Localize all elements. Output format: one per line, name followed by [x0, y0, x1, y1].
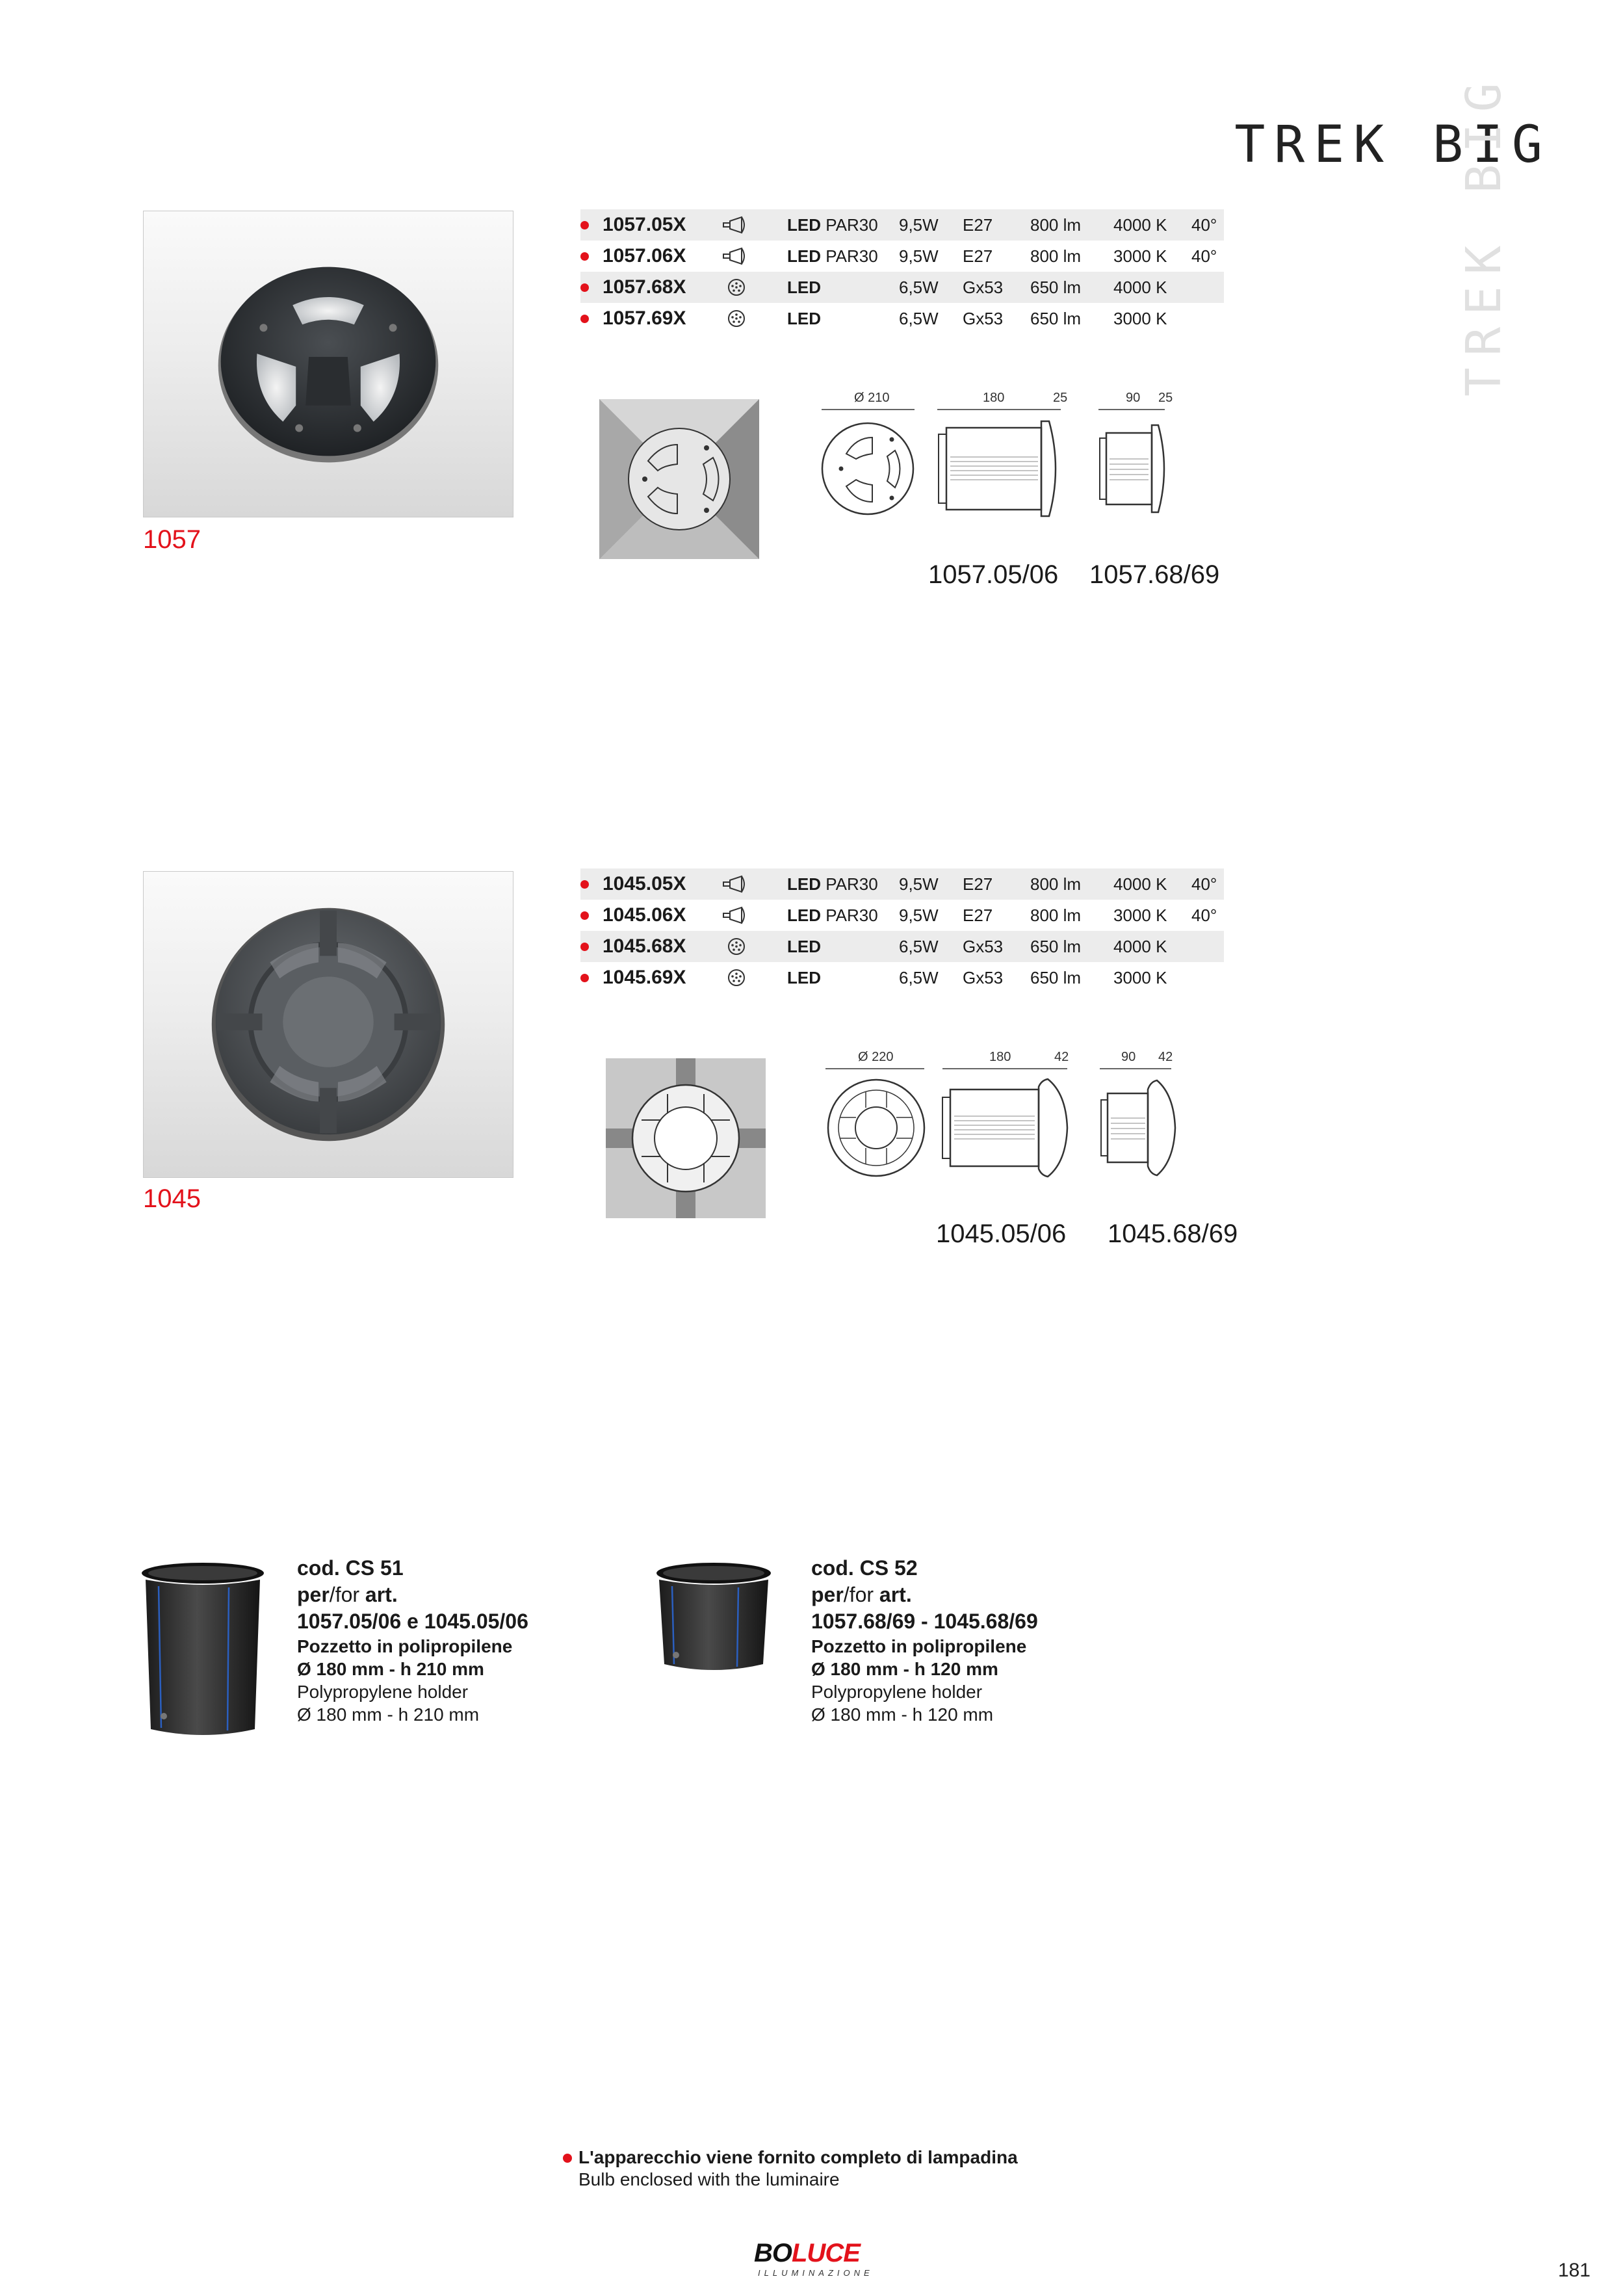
bullet-dot [580, 880, 589, 889]
dimension-length: 180 [989, 1050, 1011, 1064]
holder-articles: 1057.68/69 - 1045.68/69 [811, 1610, 1038, 1633]
bullet-dot [580, 283, 589, 292]
spec-row [580, 209, 1224, 241]
product-1045-image [144, 872, 513, 1177]
product-photo-1057 [143, 211, 513, 517]
dimension-length: 180 [983, 391, 1005, 405]
series-vertical-watermark: TREK BIG [1456, 71, 1512, 397]
beam-angle: 40° [1191, 246, 1217, 266]
color-temperature: 4000 K [1113, 215, 1167, 235]
dimension-length-short: 90 [1121, 1050, 1136, 1064]
spec-row [580, 900, 1224, 931]
holder-code: cod. CS 51 [297, 1556, 404, 1580]
color-temperature: 3000 K [1113, 968, 1167, 987]
dimension-flange-short: 25 [1158, 391, 1173, 405]
dimension-length-short: 90 [1126, 391, 1141, 405]
bullet-dot [563, 2154, 572, 2163]
holder-cs52-image [653, 1560, 775, 1677]
spec-row [580, 272, 1224, 303]
article-code: 1045.06X [603, 904, 686, 926]
spec-row [580, 962, 1224, 993]
wattage: 6,5W [899, 278, 939, 297]
par30-reflector-icon [722, 215, 751, 235]
light-source: LED PAR30 [787, 215, 878, 235]
product-1057-image [144, 211, 513, 517]
color-temperature: 3000 K [1113, 906, 1167, 925]
drawing-caption-1057-b: 1057.68/69 [1089, 560, 1220, 589]
lumen: 650 lm [1030, 309, 1082, 328]
socket: Gx53 [963, 278, 1004, 297]
holder-size-en: Ø 180 mm - h 210 mm [297, 1704, 480, 1725]
holder-code: cod. CS 52 [811, 1556, 918, 1580]
beam-diagram-1057 [599, 399, 759, 559]
holder-cs51-image [138, 1560, 268, 1742]
spec-row [580, 868, 1224, 900]
led-module-icon [722, 278, 751, 297]
led-module-icon [722, 937, 751, 956]
drawing-caption-1045-a: 1045.05/06 [936, 1220, 1067, 1248]
bullet-dot [580, 221, 589, 229]
wattage: 9,5W [899, 246, 939, 266]
spec-row [580, 303, 1224, 334]
par30-reflector-icon [722, 246, 751, 266]
beam-angle: 40° [1191, 874, 1217, 894]
lumen: 650 lm [1030, 278, 1082, 297]
color-temperature: 4000 K [1113, 874, 1167, 894]
logo-subtitle: ILLUMINAZIONE [758, 2268, 874, 2278]
light-source: LED [787, 968, 821, 987]
page-number: 181 [1557, 2260, 1591, 2281]
socket: E27 [963, 215, 993, 235]
drawing-caption-1057-a: 1057.05/06 [928, 560, 1059, 589]
holder-size-it: Ø 180 mm - h 120 mm [811, 1659, 998, 1679]
bullet-dot [580, 315, 589, 323]
light-source: LED [787, 278, 821, 297]
wattage: 6,5W [899, 309, 939, 328]
article-code: 1057.68X [603, 276, 686, 298]
article-code: 1045.69X [603, 967, 686, 988]
boluce-logo [754, 2239, 874, 2278]
dimension-flange-short: 42 [1158, 1050, 1173, 1064]
socket: E27 [963, 246, 993, 266]
spec-table-1057 [580, 209, 1224, 334]
holder-for-article-label: per/for art. [811, 1583, 912, 1606]
beam-angle: 40° [1191, 906, 1217, 925]
par30-reflector-icon [722, 874, 751, 894]
lumen: 800 lm [1030, 906, 1082, 925]
led-module-icon [722, 309, 751, 328]
series-title: TREK BIG [1234, 116, 1552, 174]
socket: E27 [963, 906, 993, 925]
holder-desc-en: Polypropylene holder [297, 1682, 469, 1702]
wattage: 6,5W [899, 968, 939, 987]
spec-row [580, 931, 1224, 962]
holder-size-it: Ø 180 mm - h 210 mm [297, 1659, 484, 1679]
bullet-dot [580, 252, 589, 261]
lumen: 800 lm [1030, 246, 1082, 266]
lumen: 800 lm [1030, 874, 1082, 894]
technical-drawing-1045 [820, 1041, 1204, 1191]
socket: Gx53 [963, 309, 1004, 328]
light-source: LED [787, 309, 821, 328]
wattage: 9,5W [899, 874, 939, 894]
holder-articles: 1057.05/06 e 1045.05/06 [297, 1610, 528, 1633]
holder-cs51-text [297, 1555, 528, 1726]
beam-angle: 40° [1191, 215, 1217, 235]
light-source: LED PAR30 [787, 906, 878, 925]
dimension-flange: 42 [1054, 1050, 1069, 1064]
color-temperature: 3000 K [1113, 309, 1167, 328]
light-source: LED [787, 937, 821, 956]
lumen: 650 lm [1030, 937, 1082, 956]
lumen: 650 lm [1030, 968, 1082, 987]
par30-reflector-icon [722, 906, 751, 925]
wattage: 9,5W [899, 906, 939, 925]
color-temperature: 4000 K [1113, 937, 1167, 956]
article-code: 1045.68X [603, 935, 686, 957]
light-source: LED PAR30 [787, 874, 878, 894]
beam-diagram-1045 [606, 1058, 766, 1218]
dimension-diameter: Ø 220 [858, 1050, 894, 1064]
color-temperature: 3000 K [1113, 246, 1167, 266]
bullet-dot [580, 974, 589, 982]
technical-drawing-1057 [820, 382, 1184, 532]
spec-table-1045 [580, 868, 1224, 993]
lumen: 800 lm [1030, 215, 1082, 235]
holder-size-en: Ø 180 mm - h 120 mm [811, 1704, 994, 1725]
bulb-included-note [578, 2146, 1018, 2191]
article-code: 1045.05X [603, 873, 686, 894]
product-code-1045: 1045 [143, 1184, 201, 1213]
socket: Gx53 [963, 968, 1004, 987]
holder-desc-it: Pozzetto in polipropilene [811, 1636, 1027, 1656]
holder-for-article-label: per/for art. [297, 1583, 398, 1606]
holder-cs52-text [811, 1555, 1038, 1726]
note-en: Bulb enclosed with the luminaire [578, 2169, 840, 2189]
color-temperature: 4000 K [1113, 278, 1167, 297]
holder-desc-it: Pozzetto in polipropilene [297, 1636, 513, 1656]
article-code: 1057.05X [603, 214, 686, 235]
wattage: 9,5W [899, 215, 939, 235]
spec-row [580, 241, 1224, 272]
drawing-caption-1045-b: 1045.68/69 [1108, 1220, 1238, 1248]
note-it: L'apparecchio viene fornito completo di lampadina [578, 2147, 1018, 2167]
product-code-1057: 1057 [143, 525, 201, 554]
logo-text-luce: LUCE [792, 2239, 860, 2267]
wattage: 6,5W [899, 937, 939, 956]
dimension-flange: 25 [1053, 391, 1068, 405]
led-module-icon [722, 968, 751, 987]
logo-text-bo: BO [754, 2239, 792, 2267]
socket: Gx53 [963, 937, 1004, 956]
bullet-dot [580, 911, 589, 920]
light-source: LED PAR30 [787, 246, 878, 266]
bullet-dot [580, 943, 589, 951]
dimension-diameter: Ø 210 [854, 391, 890, 405]
socket: E27 [963, 874, 993, 894]
holder-desc-en: Polypropylene holder [811, 1682, 983, 1702]
product-photo-1045 [143, 871, 513, 1178]
article-code: 1057.06X [603, 245, 686, 267]
article-code: 1057.69X [603, 307, 686, 329]
